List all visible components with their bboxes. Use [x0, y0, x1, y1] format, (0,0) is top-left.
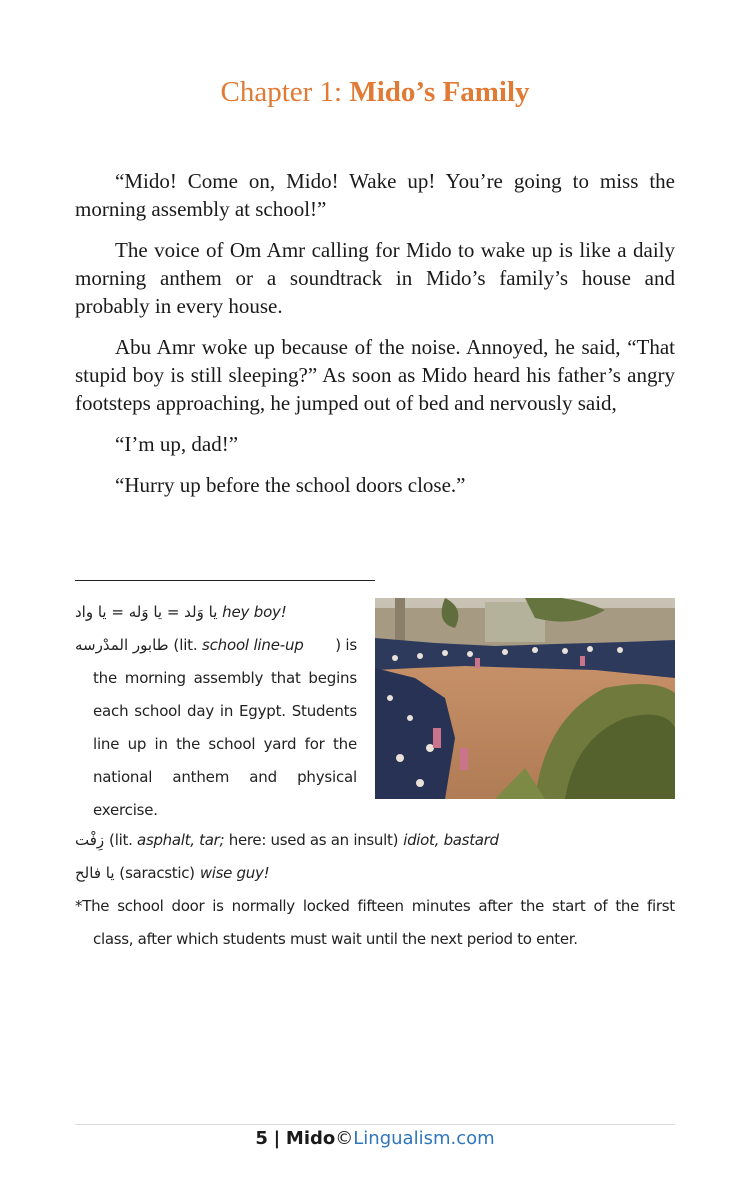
word: up	[127, 735, 147, 753]
note-line-words	[75, 662, 357, 695]
word: locked	[302, 897, 350, 915]
word: school	[208, 735, 256, 753]
note-line-words	[75, 728, 357, 761]
arabic-term: يا وَلد = يا وَله = يا واد	[75, 603, 218, 621]
word: Egypt.	[239, 702, 286, 720]
site-link[interactable]: Lingualism.com	[353, 1128, 495, 1149]
footnote-continuation: class, after which students must wait until the next period to enter.	[93, 930, 578, 948]
copyright-symbol: ©	[335, 1128, 354, 1149]
chapter-prefix: Chapter 1:	[220, 76, 343, 108]
book-title: Mido	[285, 1128, 336, 1149]
word: in	[219, 702, 234, 720]
lit-term: asphalt, tar;	[137, 831, 225, 849]
word: normally	[231, 897, 295, 915]
word: *The	[75, 897, 110, 915]
word: line	[93, 735, 120, 753]
lit-term: school line-up	[202, 636, 304, 654]
word: Students	[291, 702, 357, 720]
glossary-notes-wide	[75, 824, 675, 956]
word: morning	[124, 669, 186, 687]
arabic-term: طابور المدْرسه	[75, 636, 169, 654]
arabic-term: زِفْت	[75, 831, 105, 849]
word: begins	[308, 669, 357, 687]
lit-open: (lit.	[173, 636, 198, 654]
note-hey-boy	[75, 596, 357, 629]
word: anthem	[172, 768, 230, 786]
word: door	[171, 897, 205, 915]
word: day	[187, 702, 214, 720]
word: the	[93, 669, 118, 687]
word: national	[93, 768, 153, 786]
note-wise-guy	[75, 857, 675, 890]
chapter-name: Mido’s Family	[349, 76, 530, 108]
word: each	[93, 702, 129, 720]
note-zift	[75, 824, 675, 857]
school-assembly-photo	[375, 598, 675, 799]
footnote-school-door	[75, 890, 675, 923]
glossary-notes	[75, 596, 357, 827]
arabic-term: يا فالح	[75, 864, 115, 882]
word: the	[176, 735, 201, 753]
word: minutes	[411, 897, 471, 915]
gloss: hey boy!	[222, 603, 287, 621]
page-number: 5	[255, 1128, 268, 1149]
word: assembly	[193, 669, 264, 687]
word: of	[593, 897, 608, 915]
word: that	[270, 669, 301, 687]
gloss: wise guy!	[199, 864, 270, 882]
word: the	[520, 897, 545, 915]
note-rest: here: used as an insult)	[228, 831, 399, 849]
paragraph: “Hurry up before the school doors close.”	[115, 473, 466, 497]
word: physical	[297, 768, 357, 786]
lit-open: (lit.	[108, 831, 133, 849]
word: the	[332, 735, 357, 753]
qualifier: (saracstic)	[119, 864, 196, 882]
footer-separator: |	[273, 1128, 281, 1149]
page-footer	[0, 1128, 750, 1149]
paragraph: “I’m up, dad!”	[115, 432, 239, 456]
word: first	[647, 897, 675, 915]
paragraph: The voice of Om Amr calling for Mido to wake up is like a daily morning anthem or a soundtrack in Mido’s family’s house and probably in every house.	[75, 238, 675, 318]
word: school	[134, 702, 182, 720]
word: start	[552, 897, 586, 915]
word: yard	[263, 735, 297, 753]
word: is	[212, 897, 224, 915]
story-body	[75, 167, 675, 512]
word: the	[615, 897, 640, 915]
word: in	[154, 735, 168, 753]
note-line-words	[75, 761, 357, 794]
word: school	[117, 897, 164, 915]
word: exercise.	[93, 801, 158, 819]
word: and	[249, 768, 277, 786]
gloss: idiot, bastard	[403, 831, 499, 849]
word: for	[304, 735, 325, 753]
chapter-title	[0, 76, 750, 109]
note-line-words	[75, 695, 357, 728]
note-lineup-head	[75, 629, 304, 662]
word: after	[478, 897, 513, 915]
lit-close: ) is	[335, 636, 357, 654]
note-school-lineup	[75, 629, 357, 662]
footer-divider	[75, 1124, 675, 1125]
paragraph: Abu Amr woke up because of the noise. Annoyed, he said, “That stupid boy is still sleeping?” As soon as Mido heard his father’s angry footsteps approaching, he jumped out of bed and nervously said,	[75, 335, 675, 415]
footnote-divider	[75, 580, 375, 581]
word: fifteen	[357, 897, 404, 915]
paragraph: “Mido! Come on, Mido! Wake up! You’re going to miss the morning assembly at school!”	[75, 169, 675, 221]
note-line-last	[75, 794, 357, 827]
